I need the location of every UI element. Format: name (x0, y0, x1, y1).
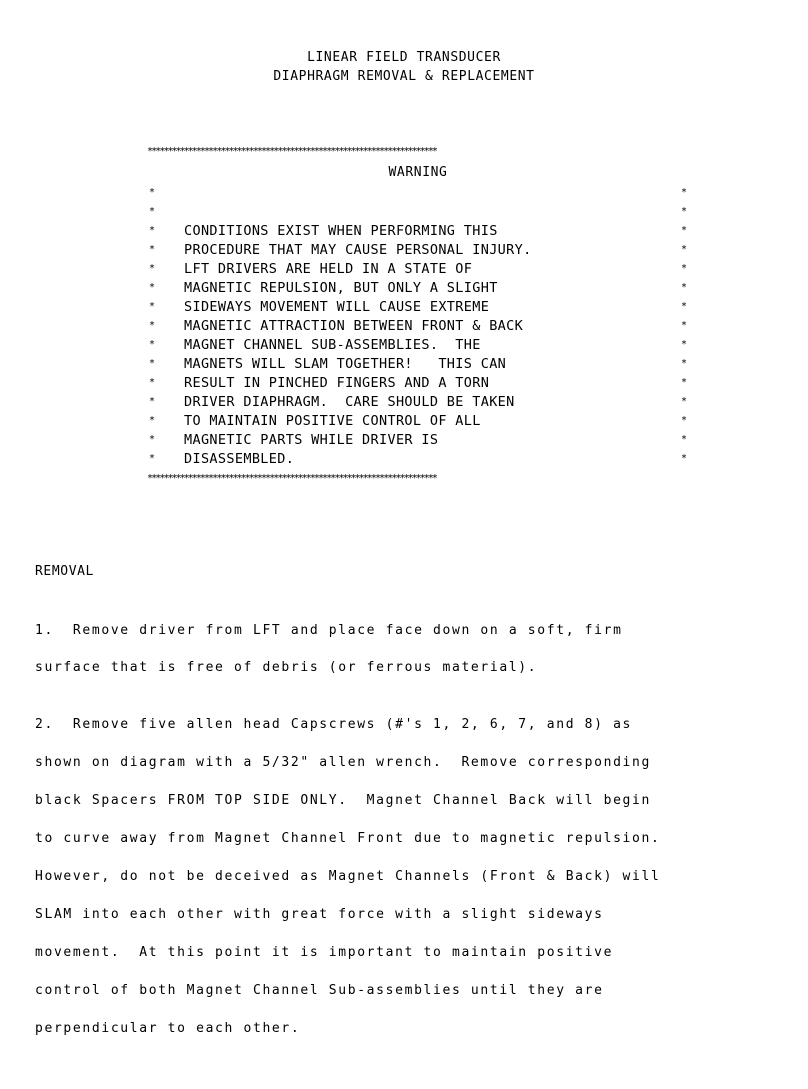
warning-right-border-star: * (680, 453, 688, 464)
warning-bottom-border: *********************************************************************** (147, 473, 437, 484)
warning-left-border-star: * (148, 415, 156, 426)
warning-text-line: MAGNET CHANNEL SUB-ASSEMBLIES. THE (184, 337, 481, 353)
warning-text-line: PROCEDURE THAT MAY CAUSE PERSONAL INJURY. (184, 242, 532, 258)
warning-left-border-star: * (148, 377, 156, 388)
warning-right-border-star: * (680, 282, 688, 293)
removal-step-2-line: black Spacers FROM TOP SIDE ONLY. Magnet Channel Back will begin (35, 793, 651, 808)
warning-left-border-star: * (148, 434, 156, 445)
warning-left-border-star: * (148, 396, 156, 407)
warning-left-border-star: * (148, 453, 156, 464)
warning-right-border-star: * (680, 377, 688, 388)
warning-left-border-star: * (148, 320, 156, 331)
warning-right-border-star: * (680, 206, 688, 217)
warning-right-border-star: * (680, 244, 688, 255)
warning-left-border-star: * (148, 263, 156, 274)
removal-step-2-line: to curve away from Magnet Channel Front due to magnetic repulsion. (35, 831, 661, 846)
warning-text-line: MAGNETIC PARTS WHILE DRIVER IS (184, 432, 439, 448)
warning-right-border-star: * (680, 187, 688, 198)
warning-text-line: LFT DRIVERS ARE HELD IN A STATE OF (184, 261, 473, 277)
warning-right-border-star: * (680, 415, 688, 426)
warning-text-line: CONDITIONS EXIST WHEN PERFORMING THIS (184, 223, 498, 239)
warning-left-border-star: * (148, 244, 156, 255)
removal-step-1-line: surface that is free of debris (or ferrous material). (35, 660, 538, 675)
warning-text-line: MAGNETIC REPULSION, BUT ONLY A SLIGHT (184, 280, 498, 296)
removal-step-2-line: shown on diagram with a 5/32" allen wrench. Remove corresponding (35, 755, 651, 770)
warning-text-line: MAGNETIC ATTRACTION BETWEEN FRONT & BACK (184, 318, 524, 334)
removal-step-2-line: control of both Magnet Channel Sub-assemblies until they are (35, 983, 604, 998)
warning-text-line: SIDEWAYS MOVEMENT WILL CAUSE EXTREME (184, 299, 490, 315)
warning-right-border-star: * (680, 320, 688, 331)
removal-heading: REMOVAL (35, 564, 94, 579)
warning-right-border-star: * (680, 263, 688, 274)
removal-step-2-line: perpendicular to each other. (35, 1021, 301, 1036)
warning-top-border: *********************************************************************** (147, 146, 437, 157)
removal-step-2-line: However, do not be deceived as Magnet Channels (Front & Back) will (35, 869, 661, 884)
warning-left-border-star: * (148, 339, 156, 350)
warning-text-line: DRIVER DIAPHRAGM. CARE SHOULD BE TAKEN (184, 394, 515, 410)
warning-box (147, 146, 689, 486)
warning-text-line: DISASSEMBLED. (184, 451, 295, 467)
document-title-line-2: DIAPHRAGM REMOVAL & REPLACEMENT (273, 69, 535, 84)
removal-step-2-line: movement. At this point it is important to maintain positive (35, 945, 614, 960)
warning-right-border-star: * (680, 358, 688, 369)
warning-left-border-star: * (148, 301, 156, 312)
warning-left-border-star: * (148, 225, 156, 236)
warning-right-border-star: * (680, 434, 688, 445)
warning-left-border-star: * (148, 206, 156, 217)
warning-left-border-star: * (148, 358, 156, 369)
warning-left-border-star: * (148, 187, 156, 198)
warning-left-border-star: * (148, 282, 156, 293)
warning-right-border-star: * (680, 339, 688, 350)
removal-step-2-line: 2. Remove five allen head Capscrews (#'s 1, 2, 6, 7, and 8) as (35, 717, 633, 732)
warning-heading: WARNING (388, 165, 448, 180)
removal-step-2-line: SLAM into each other with great force with a slight sideways (35, 907, 604, 922)
removal-step-1-line: 1. Remove driver from LFT and place face down on a soft, firm (35, 623, 623, 638)
warning-text-line: TO MAINTAIN POSITIVE CONTROL OF ALL (184, 413, 481, 429)
warning-right-border-star: * (680, 396, 688, 407)
warning-right-border-star: * (680, 301, 688, 312)
warning-right-border-star: * (680, 225, 688, 236)
warning-text-line: RESULT IN PINCHED FINGERS AND A TORN (184, 375, 490, 391)
warning-text-line: MAGNETS WILL SLAM TOGETHER! THIS CAN (184, 356, 507, 372)
document-title-line-1: LINEAR FIELD TRANSDUCER (307, 50, 501, 65)
